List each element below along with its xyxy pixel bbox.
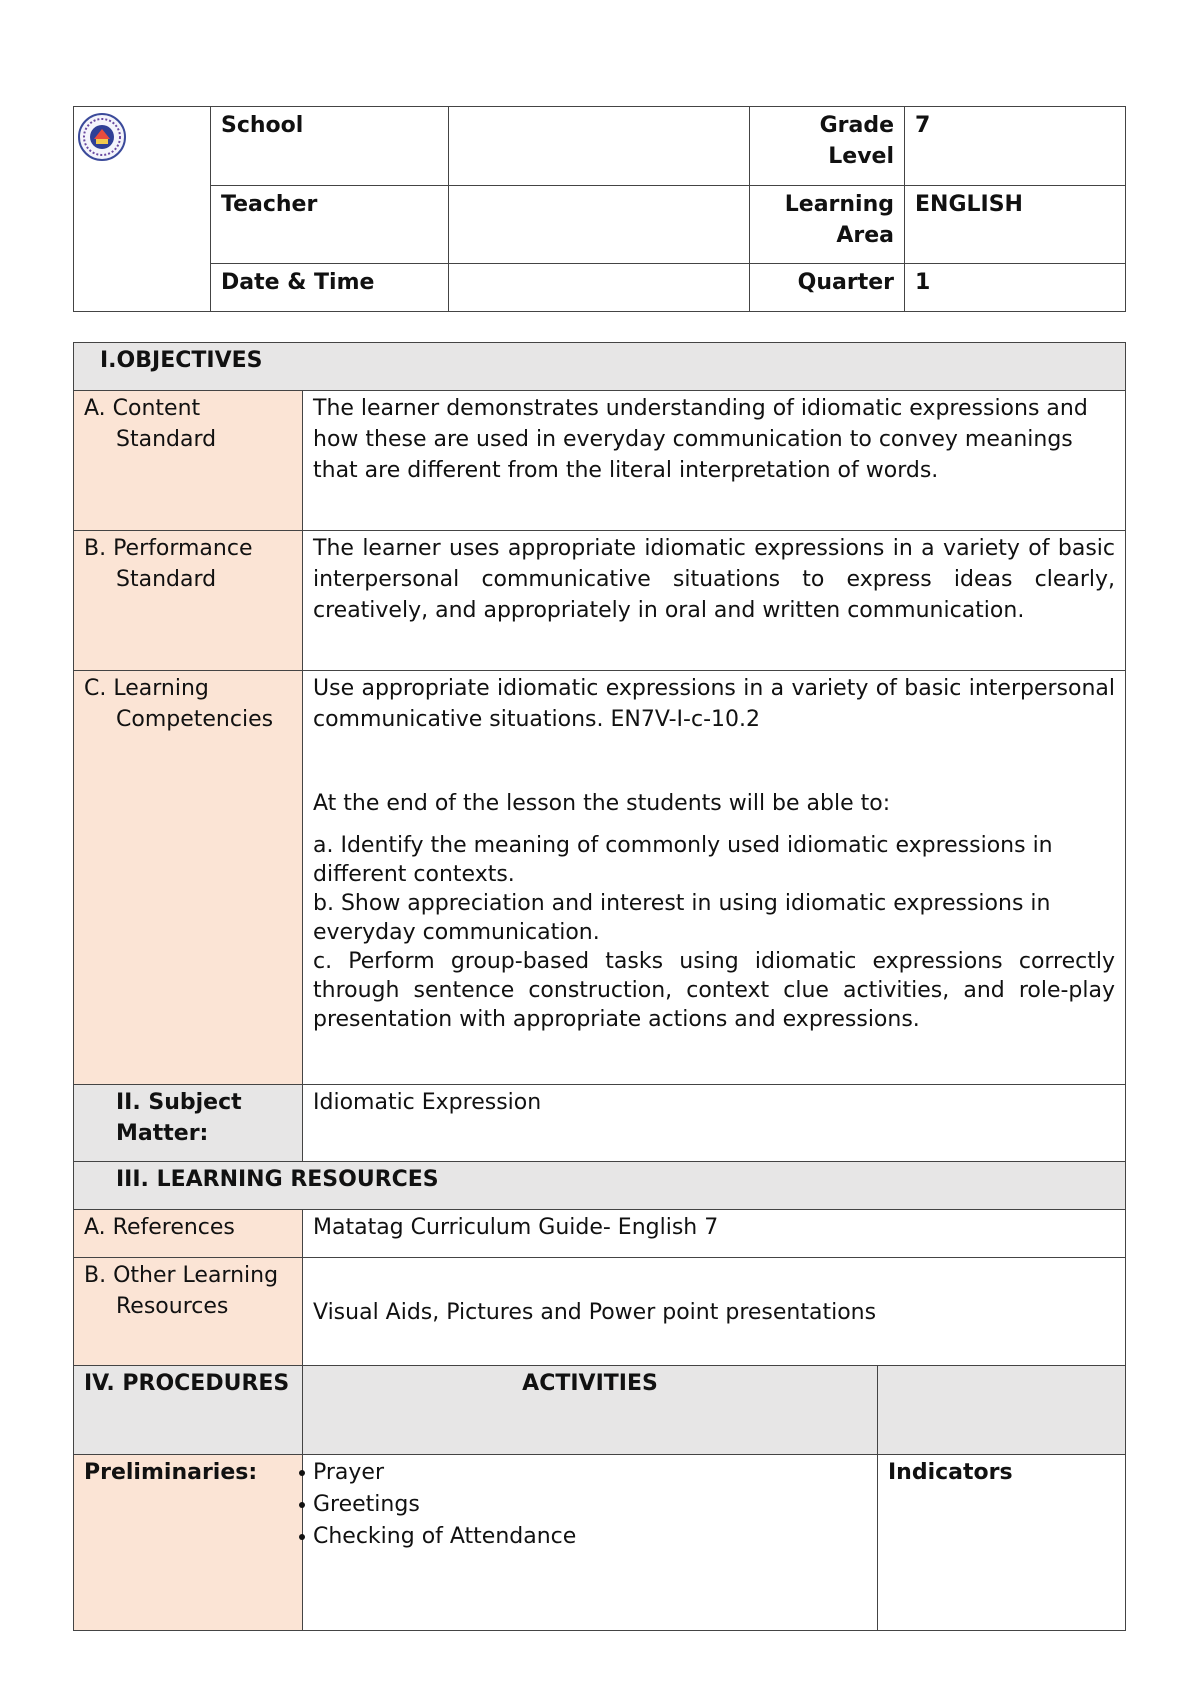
objective-item: b. Show appreciation and interest in using idiomatic expressions in everyday communication. <box>313 891 1051 945</box>
preliminaries-label: Preliminaries: <box>74 1455 303 1631</box>
subject-matter-label: II. Subject Matter: <box>74 1085 303 1162</box>
performance-standard-text: The learner uses appropriate idiomatic expressions in a variety of basic interpersonal communicative situations to express ideas clearly, creatively, and appropriately in oral and written communication. <box>303 531 1126 671</box>
learning-resources-heading: III. LEARNING RESOURCES <box>74 1162 1126 1210</box>
content-standard-text: The learner demonstrates understanding of idiomatic expressions and how these are used in everyday communication to convey meanings that are different from the literal interpretation of words. <box>303 391 1126 531</box>
activities-heading: ACTIVITIES <box>303 1366 878 1455</box>
preliminaries-cell <box>303 1455 878 1631</box>
learning-area-value: ENGLISH <box>905 186 1126 264</box>
objective-item: c. Perform group-based tasks using idiomatic expressions correctly through sentence construction, context clue activities, and role-play presentation with appropriate actions and expressions. <box>313 949 1116 1032</box>
teacher-label: Teacher <box>211 186 449 264</box>
indicators-heading: Indicators <box>878 1455 1126 1631</box>
procedures-label: IV. PROCEDURES <box>74 1366 303 1455</box>
objectives-intro: At the end of the lesson the students will be able to: <box>313 791 891 816</box>
performance-standard-label: B. Performance Standard <box>74 531 303 671</box>
logo-cell <box>74 107 211 312</box>
lesson-plan-table <box>73 342 1126 1631</box>
header-table <box>73 106 1126 312</box>
references-label: A. References <box>74 1210 303 1258</box>
date-time-label: Date & Time <box>211 264 449 312</box>
list-item: Prayer <box>313 1457 867 1489</box>
other-resources-label: B. Other Learning Resources <box>74 1258 303 1366</box>
school-field[interactable] <box>449 107 750 186</box>
content-standard-label: A. Content Standard <box>74 391 303 531</box>
learning-area-label: Learning Area <box>750 186 905 264</box>
competency-text: Use appropriate idiomatic expressions in a variety of basic interpersonal communicative situations. EN7V-I-c-10.2 <box>313 676 1116 732</box>
quarter-label: Quarter <box>750 264 905 312</box>
grade-level-value: 7 <box>905 107 1126 186</box>
learning-competencies-label: C. Learning Competencies <box>74 671 303 1085</box>
subject-matter-value: Idiomatic Expression <box>303 1085 1126 1162</box>
preliminaries-list <box>313 1457 867 1553</box>
references-value: Matatag Curriculum Guide- English 7 <box>303 1210 1126 1258</box>
teacher-field[interactable] <box>449 186 750 264</box>
grade-level-label: Grade Level <box>750 107 905 186</box>
list-item: Greetings <box>313 1489 867 1521</box>
list-item: Checking of Attendance <box>313 1521 867 1553</box>
deped-seal-icon <box>77 112 127 162</box>
quarter-value: 1 <box>905 264 1126 312</box>
procedures-blank-cell <box>878 1366 1126 1455</box>
date-time-field[interactable] <box>449 264 750 312</box>
objectives-heading: I.OBJECTIVES <box>74 343 1126 391</box>
other-resources-value: Visual Aids, Pictures and Power point presentations <box>303 1258 1126 1366</box>
learning-competencies-cell <box>303 671 1126 1085</box>
objective-item: a. Identify the meaning of commonly used idiomatic expressions in different contexts. <box>313 833 1053 887</box>
school-label: School <box>211 107 449 186</box>
